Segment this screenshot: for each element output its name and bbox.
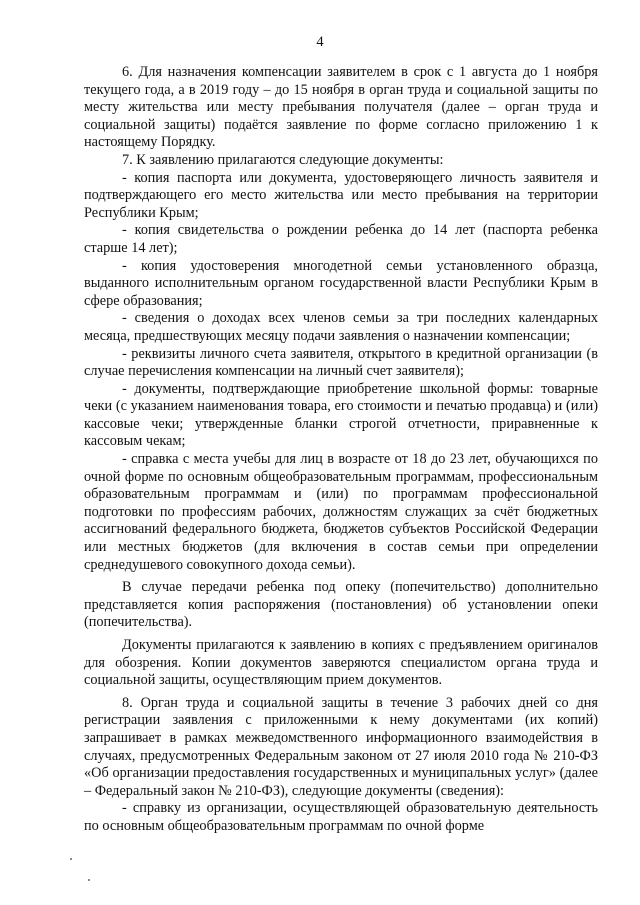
scan-artifact <box>88 879 90 881</box>
scan-artifact <box>70 858 72 860</box>
list-item-bank-details: - реквизиты личного счета заявителя, открытого в кредитной организации (в случае перечисления компенсации на личный счет заявителя); <box>84 345 598 380</box>
list-item-birth-certificate: - копия свидетельства о рождении ребенка до 14 лет (паспорта ребенка старше 14 лет); <box>84 222 598 256</box>
list-item-study-certificate: - справка с места учебы для лиц в возрасте от 18 до 23 лет, обучающихся по очной форме по основным общеобразовательным программам, профессиональным образовательным программам и (или) по программам профессиональной подготовки по профессиям рабочих, должностям служащих за счёт бюджетных ассигнований федерального бюджета, бюджетов субъектов Российской Федерации или местных бюджетов (для включения в состав семьи при определении среднедушевого совокупного дохода семьи). <box>84 451 598 573</box>
paragraph-item-6: 6. Для назначения компенсации заявителем в срок с 1 августа до 1 ноября текущего года, а в 2019 году – до 15 ноября в орган труда и социальной защиты по месту жительства или месту пребывания получателя (далее – орган труда и социальной защиты) подаётся заявление по форме согласно приложению 1 к настоящему Порядку. <box>84 64 598 151</box>
paragraph-document-copies: Документы прилагаются к заявлению в копиях с предъявлением оригиналов для обозрения. Копии документов заверяются специалистом органа труда и социальной защиты, осуществляющим прием документов. <box>84 637 598 689</box>
list-item-income-info: - сведения о доходах всех членов семьи за три последних календарных месяца, предшествующих месяцу подачи заявления о назначении компенсации; <box>84 310 598 344</box>
paragraph-guardianship: В случае передачи ребенка под опеку (попечительство) дополнительно представляется копия распоряжения (постановления) об установлении опеки (попечительства). <box>84 579 598 631</box>
list-item-passport: - копия паспорта или документа, удостоверяющего личность заявителя и подтверждающего его место жительства или место пребывания на территории Республики Крым; <box>84 169 598 221</box>
list-item-purchase-documents: - документы, подтверждающие приобретение школьной формы: товарные чеки (с указанием наименования товара, его стоимости и печатью продавца) и (или) кассовые чеки; утвержденные бланки строгой отчетности, приравненные к кассовым чекам; <box>84 380 598 450</box>
list-item-school-certificate: - справку из организации, осуществляющей образовательную деятельность по основным общеобразовательным программам по очной форме <box>84 800 598 834</box>
paragraph-item-8: 8. Орган труда и социальной защиты в течение 3 рабочих дней со дня регистрации заявления с приложенными к нему документами (их копий) запрашивает в рамках межведомственного информационного взаимодействия в случаях, предусмотренных Федеральным законом от 27 июля 2010 года № 210-ФЗ «Об организации предоставления государственных и муниципальных услуг» (далее – Федеральный закон № 210-ФЗ), следующие документы (сведения): <box>84 694 598 799</box>
paragraph-item-7-intro: 7. К заявлению прилагаются следующие документы: <box>122 151 444 168</box>
list-item-large-family-certificate: - копия удостоверения многодетной семьи установленного образца, выданного исполнительным органом государственной власти Республики Крым в сфере образования; <box>84 257 598 309</box>
document-body <box>84 64 598 836</box>
page-number: 4 <box>316 34 324 50</box>
